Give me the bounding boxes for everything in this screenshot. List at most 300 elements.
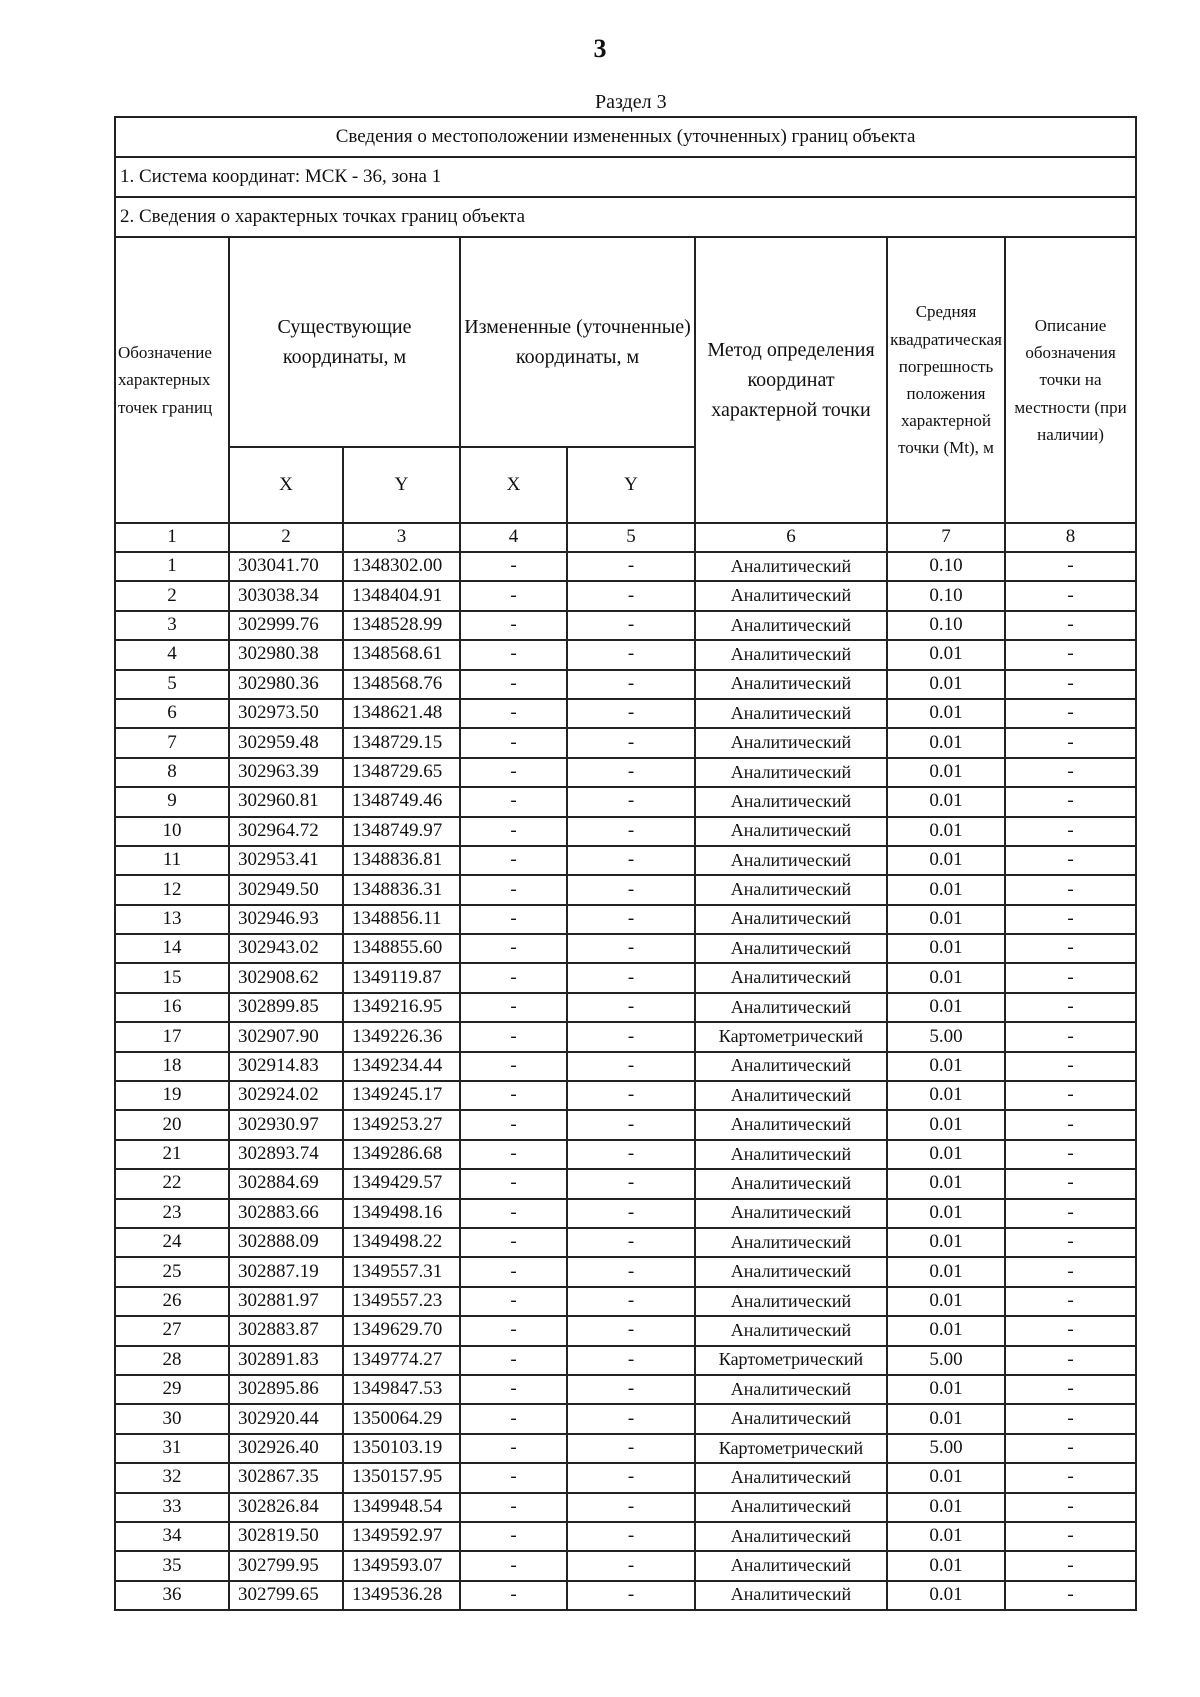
point-number-cell: 21 [115, 1140, 229, 1169]
description-cell: - [1005, 846, 1136, 875]
changed-x-cell: - [460, 1140, 567, 1169]
table-row [115, 787, 1136, 816]
error-cell: 0.01 [887, 1551, 1005, 1580]
existing-y-cell: 1349948.54 [343, 1493, 460, 1522]
method-cell: Аналитический [695, 611, 887, 640]
header-changed-y: Y [567, 447, 695, 523]
description-cell: - [1005, 1522, 1136, 1551]
changed-y-cell: - [567, 1316, 695, 1345]
existing-x-cell: 302930.97 [229, 1110, 343, 1139]
changed-y-cell: - [567, 1169, 695, 1198]
description-cell: - [1005, 787, 1136, 816]
changed-x-cell: - [460, 758, 567, 787]
error-cell: 0.01 [887, 1081, 1005, 1110]
method-cell: Аналитический [695, 993, 887, 1022]
method-cell: Аналитический [695, 963, 887, 992]
method-cell: Картометрический [695, 1434, 887, 1463]
changed-x-cell: - [460, 1022, 567, 1051]
column-number: 4 [460, 523, 567, 552]
table-row [115, 1375, 1136, 1404]
header-changed-x: X [460, 447, 567, 523]
changed-x-cell: - [460, 1581, 567, 1610]
description-cell: - [1005, 817, 1136, 846]
description-cell: - [1005, 728, 1136, 757]
existing-x-cell: 302980.38 [229, 640, 343, 669]
changed-y-cell: - [567, 1140, 695, 1169]
method-cell: Аналитический [695, 846, 887, 875]
table-row [115, 1081, 1136, 1110]
changed-y-cell: - [567, 1287, 695, 1316]
existing-y-cell: 1348749.46 [343, 787, 460, 816]
description-cell: - [1005, 699, 1136, 728]
error-cell: 0.01 [887, 670, 1005, 699]
table-row [115, 1493, 1136, 1522]
description-cell: - [1005, 581, 1136, 610]
existing-y-cell: 1349429.57 [343, 1169, 460, 1198]
table-row [115, 1022, 1136, 1051]
table-row [115, 1463, 1136, 1492]
changed-x-cell: - [460, 875, 567, 904]
error-cell: 0.01 [887, 1522, 1005, 1551]
description-cell: - [1005, 1581, 1136, 1610]
changed-x-cell: - [460, 1110, 567, 1139]
existing-x-cell: 302973.50 [229, 699, 343, 728]
error-cell: 0.01 [887, 787, 1005, 816]
existing-x-cell: 302799.65 [229, 1581, 343, 1610]
header-description: Описание обозначения точки на местности (при наличии) [1005, 237, 1136, 523]
table-row [115, 1581, 1136, 1610]
description-cell: - [1005, 1022, 1136, 1051]
method-cell: Аналитический [695, 1551, 887, 1580]
point-number-cell: 10 [115, 817, 229, 846]
error-cell: 0.01 [887, 758, 1005, 787]
method-cell: Аналитический [695, 1581, 887, 1610]
error-cell: 0.01 [887, 1287, 1005, 1316]
description-cell: - [1005, 1316, 1136, 1345]
description-cell: - [1005, 1081, 1136, 1110]
changed-y-cell: - [567, 905, 695, 934]
existing-y-cell: 1348836.31 [343, 875, 460, 904]
table-row [115, 758, 1136, 787]
section-label: Раздел 3 [595, 91, 667, 113]
existing-y-cell: 1349774.27 [343, 1346, 460, 1375]
changed-y-cell: - [567, 963, 695, 992]
changed-y-cell: - [567, 1346, 695, 1375]
existing-y-cell: 1348568.61 [343, 640, 460, 669]
error-cell: 0.10 [887, 611, 1005, 640]
changed-y-cell: - [567, 934, 695, 963]
error-cell: 5.00 [887, 1022, 1005, 1051]
changed-x-cell: - [460, 1081, 567, 1110]
changed-y-cell: - [567, 1581, 695, 1610]
changed-y-cell: - [567, 1257, 695, 1286]
existing-x-cell: 303041.70 [229, 552, 343, 581]
changed-x-cell: - [460, 670, 567, 699]
table-row [115, 1257, 1136, 1286]
description-cell: - [1005, 1110, 1136, 1139]
error-cell: 5.00 [887, 1434, 1005, 1463]
changed-x-cell: - [460, 905, 567, 934]
description-cell: - [1005, 934, 1136, 963]
changed-y-cell: - [567, 1404, 695, 1433]
point-number-cell: 32 [115, 1463, 229, 1492]
header-point-designation: Обозначение характерных точек границ [115, 237, 229, 523]
column-number: 7 [887, 523, 1005, 552]
point-number-cell: 4 [115, 640, 229, 669]
description-cell: - [1005, 1463, 1136, 1492]
column-number: 5 [567, 523, 695, 552]
existing-x-cell: 302888.09 [229, 1228, 343, 1257]
table-row [115, 1052, 1136, 1081]
method-cell: Аналитический [695, 581, 887, 610]
error-cell: 0.01 [887, 1493, 1005, 1522]
point-number-cell: 28 [115, 1346, 229, 1375]
existing-x-cell: 302953.41 [229, 846, 343, 875]
changed-x-cell: - [460, 1169, 567, 1198]
point-number-cell: 35 [115, 1551, 229, 1580]
point-number-cell: 1 [115, 552, 229, 581]
description-cell: - [1005, 1052, 1136, 1081]
description-cell: - [1005, 552, 1136, 581]
table-row [115, 1110, 1136, 1139]
error-cell: 0.01 [887, 817, 1005, 846]
point-number-cell: 7 [115, 728, 229, 757]
point-number-cell: 3 [115, 611, 229, 640]
changed-x-cell: - [460, 1287, 567, 1316]
existing-y-cell: 1348404.91 [343, 581, 460, 610]
existing-y-cell: 1349592.97 [343, 1522, 460, 1551]
changed-x-cell: - [460, 1199, 567, 1228]
error-cell: 0.01 [887, 1316, 1005, 1345]
point-number-cell: 23 [115, 1199, 229, 1228]
existing-x-cell: 302826.84 [229, 1493, 343, 1522]
table-row [115, 1140, 1136, 1169]
point-number-cell: 17 [115, 1022, 229, 1051]
changed-y-cell: - [567, 993, 695, 1022]
table-row [115, 1199, 1136, 1228]
table-row [115, 993, 1136, 1022]
changed-x-cell: - [460, 1257, 567, 1286]
existing-y-cell: 1349629.70 [343, 1316, 460, 1345]
method-cell: Аналитический [695, 1316, 887, 1345]
changed-y-cell: - [567, 1022, 695, 1051]
changed-x-cell: - [460, 1463, 567, 1492]
changed-x-cell: - [460, 934, 567, 963]
table-row [115, 552, 1136, 581]
point-number-cell: 14 [115, 934, 229, 963]
point-number-cell: 15 [115, 963, 229, 992]
changed-y-cell: - [567, 699, 695, 728]
point-number-cell: 2 [115, 581, 229, 610]
table-row [115, 1522, 1136, 1551]
error-cell: 0.01 [887, 1110, 1005, 1139]
changed-y-cell: - [567, 1463, 695, 1492]
method-cell: Аналитический [695, 670, 887, 699]
existing-y-cell: 1349557.31 [343, 1257, 460, 1286]
existing-x-cell: 303038.34 [229, 581, 343, 610]
point-number-cell: 12 [115, 875, 229, 904]
existing-y-cell: 1348749.97 [343, 817, 460, 846]
existing-x-cell: 302960.81 [229, 787, 343, 816]
error-cell: 0.01 [887, 846, 1005, 875]
existing-y-cell: 1348836.81 [343, 846, 460, 875]
point-number-cell: 25 [115, 1257, 229, 1286]
point-number-cell: 29 [115, 1375, 229, 1404]
table-row [115, 699, 1136, 728]
point-number-cell: 31 [115, 1434, 229, 1463]
table-row [115, 1316, 1136, 1345]
description-cell: - [1005, 1404, 1136, 1433]
column-number: 3 [343, 523, 460, 552]
table-row [115, 817, 1136, 846]
header-existing-x: X [229, 447, 343, 523]
changed-y-cell: - [567, 875, 695, 904]
method-cell: Аналитический [695, 905, 887, 934]
column-number: 8 [1005, 523, 1136, 552]
existing-y-cell: 1348621.48 [343, 699, 460, 728]
existing-y-cell: 1349226.36 [343, 1022, 460, 1051]
method-cell: Аналитический [695, 1052, 887, 1081]
method-cell: Аналитический [695, 1257, 887, 1286]
changed-y-cell: - [567, 611, 695, 640]
changed-x-cell: - [460, 1052, 567, 1081]
error-cell: 0.10 [887, 581, 1005, 610]
method-cell: Аналитический [695, 758, 887, 787]
point-number-cell: 30 [115, 1404, 229, 1433]
method-cell: Картометрический [695, 1022, 887, 1051]
changed-y-cell: - [567, 1522, 695, 1551]
changed-x-cell: - [460, 1434, 567, 1463]
description-cell: - [1005, 611, 1136, 640]
column-number: 1 [115, 523, 229, 552]
changed-y-cell: - [567, 758, 695, 787]
existing-x-cell: 302980.36 [229, 670, 343, 699]
changed-x-cell: - [460, 1404, 567, 1433]
changed-x-cell: - [460, 1228, 567, 1257]
changed-x-cell: - [460, 728, 567, 757]
table-row [115, 1434, 1136, 1463]
existing-y-cell: 1349234.44 [343, 1052, 460, 1081]
method-cell: Картометрический [695, 1346, 887, 1375]
table-row [115, 934, 1136, 963]
changed-x-cell: - [460, 1551, 567, 1580]
error-cell: 0.01 [887, 1375, 1005, 1404]
method-cell: Аналитический [695, 1522, 887, 1551]
error-cell: 0.01 [887, 1169, 1005, 1198]
page-number: 3 [593, 34, 607, 63]
changed-x-cell: - [460, 552, 567, 581]
table-row [115, 611, 1136, 640]
existing-y-cell: 1348855.60 [343, 934, 460, 963]
error-cell: 0.01 [887, 1228, 1005, 1257]
description-cell: - [1005, 1257, 1136, 1286]
error-cell: 0.01 [887, 1052, 1005, 1081]
table-row [115, 670, 1136, 699]
description-cell: - [1005, 1287, 1136, 1316]
error-cell: 0.01 [887, 1404, 1005, 1433]
table-row [115, 1551, 1136, 1580]
existing-x-cell: 302999.76 [229, 611, 343, 640]
changed-x-cell: - [460, 1493, 567, 1522]
existing-x-cell: 302891.83 [229, 1346, 343, 1375]
existing-x-cell: 302893.74 [229, 1140, 343, 1169]
changed-y-cell: - [567, 1199, 695, 1228]
table-row [115, 963, 1136, 992]
point-number-cell: 22 [115, 1169, 229, 1198]
point-number-cell: 27 [115, 1316, 229, 1345]
error-cell: 0.01 [887, 728, 1005, 757]
changed-y-cell: - [567, 1434, 695, 1463]
error-cell: 0.01 [887, 640, 1005, 669]
changed-y-cell: - [567, 787, 695, 816]
error-cell: 0.01 [887, 905, 1005, 934]
existing-y-cell: 1349557.23 [343, 1287, 460, 1316]
existing-y-cell: 1350103.19 [343, 1434, 460, 1463]
coordinate-system: 1. Система координат: МСК - 36, зона 1 [115, 157, 1136, 197]
description-cell: - [1005, 905, 1136, 934]
changed-y-cell: - [567, 728, 695, 757]
existing-x-cell: 302899.85 [229, 993, 343, 1022]
method-cell: Аналитический [695, 1140, 887, 1169]
method-cell: Аналитический [695, 1287, 887, 1316]
table-row [115, 1404, 1136, 1433]
method-cell: Аналитический [695, 1199, 887, 1228]
existing-x-cell: 302907.90 [229, 1022, 343, 1051]
changed-y-cell: - [567, 1052, 695, 1081]
error-cell: 0.01 [887, 875, 1005, 904]
changed-x-cell: - [460, 787, 567, 816]
table-row [115, 728, 1136, 757]
existing-y-cell: 1348528.99 [343, 611, 460, 640]
changed-x-cell: - [460, 963, 567, 992]
description-cell: - [1005, 640, 1136, 669]
changed-x-cell: - [460, 640, 567, 669]
changed-y-cell: - [567, 1375, 695, 1404]
existing-y-cell: 1348729.65 [343, 758, 460, 787]
table-row [115, 640, 1136, 669]
table-row [115, 1228, 1136, 1257]
changed-y-cell: - [567, 846, 695, 875]
method-cell: Аналитический [695, 875, 887, 904]
changed-y-cell: - [567, 1228, 695, 1257]
points-caption: 2. Сведения о характерных точках границ объекта [115, 197, 1136, 237]
existing-x-cell: 302926.40 [229, 1434, 343, 1463]
existing-x-cell: 302799.95 [229, 1551, 343, 1580]
existing-x-cell: 302949.50 [229, 875, 343, 904]
method-cell: Аналитический [695, 934, 887, 963]
method-cell: Аналитический [695, 1228, 887, 1257]
description-cell: - [1005, 1551, 1136, 1580]
existing-y-cell: 1349245.17 [343, 1081, 460, 1110]
table-row [115, 1287, 1136, 1316]
point-number-cell: 5 [115, 670, 229, 699]
existing-y-cell: 1349286.68 [343, 1140, 460, 1169]
existing-x-cell: 302884.69 [229, 1169, 343, 1198]
changed-y-cell: - [567, 670, 695, 699]
method-cell: Аналитический [695, 817, 887, 846]
description-cell: - [1005, 1199, 1136, 1228]
description-cell: - [1005, 1493, 1136, 1522]
method-cell: Аналитический [695, 1375, 887, 1404]
header-mean-square-error: Средняя квадратическая погрешность положения характерной точки (Mt), м [887, 237, 1005, 523]
existing-y-cell: 1348568.76 [343, 670, 460, 699]
changed-y-cell: - [567, 1081, 695, 1110]
error-cell: 0.01 [887, 1463, 1005, 1492]
point-number-cell: 19 [115, 1081, 229, 1110]
column-number-row [115, 523, 1136, 552]
column-number: 2 [229, 523, 343, 552]
method-cell: Аналитический [695, 728, 887, 757]
method-cell: Аналитический [695, 787, 887, 816]
existing-x-cell: 302887.19 [229, 1257, 343, 1286]
changed-y-cell: - [567, 817, 695, 846]
changed-y-cell: - [567, 581, 695, 610]
method-cell: Аналитический [695, 1110, 887, 1139]
point-number-cell: 26 [115, 1287, 229, 1316]
description-cell: - [1005, 993, 1136, 1022]
existing-y-cell: 1348729.15 [343, 728, 460, 757]
changed-x-cell: - [460, 1522, 567, 1551]
description-cell: - [1005, 670, 1136, 699]
method-cell: Аналитический [695, 699, 887, 728]
existing-x-cell: 302883.87 [229, 1316, 343, 1345]
existing-x-cell: 302924.02 [229, 1081, 343, 1110]
header-existing-coordinates: Существующие координаты, м [229, 237, 460, 447]
table-title: Сведения о местоположении измененных (уточненных) границ объекта [115, 117, 1136, 157]
description-cell: - [1005, 758, 1136, 787]
boundary-points-table [114, 116, 1137, 1611]
existing-y-cell: 1349536.28 [343, 1581, 460, 1610]
point-number-cell: 9 [115, 787, 229, 816]
error-cell: 0.01 [887, 1257, 1005, 1286]
changed-y-cell: - [567, 1493, 695, 1522]
existing-x-cell: 302908.62 [229, 963, 343, 992]
point-number-cell: 34 [115, 1522, 229, 1551]
existing-x-cell: 302963.39 [229, 758, 343, 787]
existing-x-cell: 302819.50 [229, 1522, 343, 1551]
description-cell: - [1005, 875, 1136, 904]
changed-x-cell: - [460, 611, 567, 640]
table-row [115, 1346, 1136, 1375]
description-cell: - [1005, 1140, 1136, 1169]
error-cell: 5.00 [887, 1346, 1005, 1375]
description-cell: - [1005, 1346, 1136, 1375]
header-existing-y: Y [343, 447, 460, 523]
existing-x-cell: 302964.72 [229, 817, 343, 846]
table-row [115, 846, 1136, 875]
error-cell: 0.01 [887, 699, 1005, 728]
changed-x-cell: - [460, 993, 567, 1022]
changed-y-cell: - [567, 552, 695, 581]
changed-x-cell: - [460, 581, 567, 610]
existing-y-cell: 1349498.16 [343, 1199, 460, 1228]
existing-x-cell: 302895.86 [229, 1375, 343, 1404]
changed-x-cell: - [460, 846, 567, 875]
existing-y-cell: 1349216.95 [343, 993, 460, 1022]
method-cell: Аналитический [695, 640, 887, 669]
error-cell: 0.01 [887, 934, 1005, 963]
existing-x-cell: 302959.48 [229, 728, 343, 757]
existing-x-cell: 302943.02 [229, 934, 343, 963]
existing-y-cell: 1350064.29 [343, 1404, 460, 1433]
point-number-cell: 16 [115, 993, 229, 1022]
header-method: Метод определения координат характерной точки [695, 237, 887, 523]
existing-x-cell: 302920.44 [229, 1404, 343, 1433]
error-cell: 0.01 [887, 1581, 1005, 1610]
column-number: 6 [695, 523, 887, 552]
method-cell: Аналитический [695, 1081, 887, 1110]
description-cell: - [1005, 1169, 1136, 1198]
